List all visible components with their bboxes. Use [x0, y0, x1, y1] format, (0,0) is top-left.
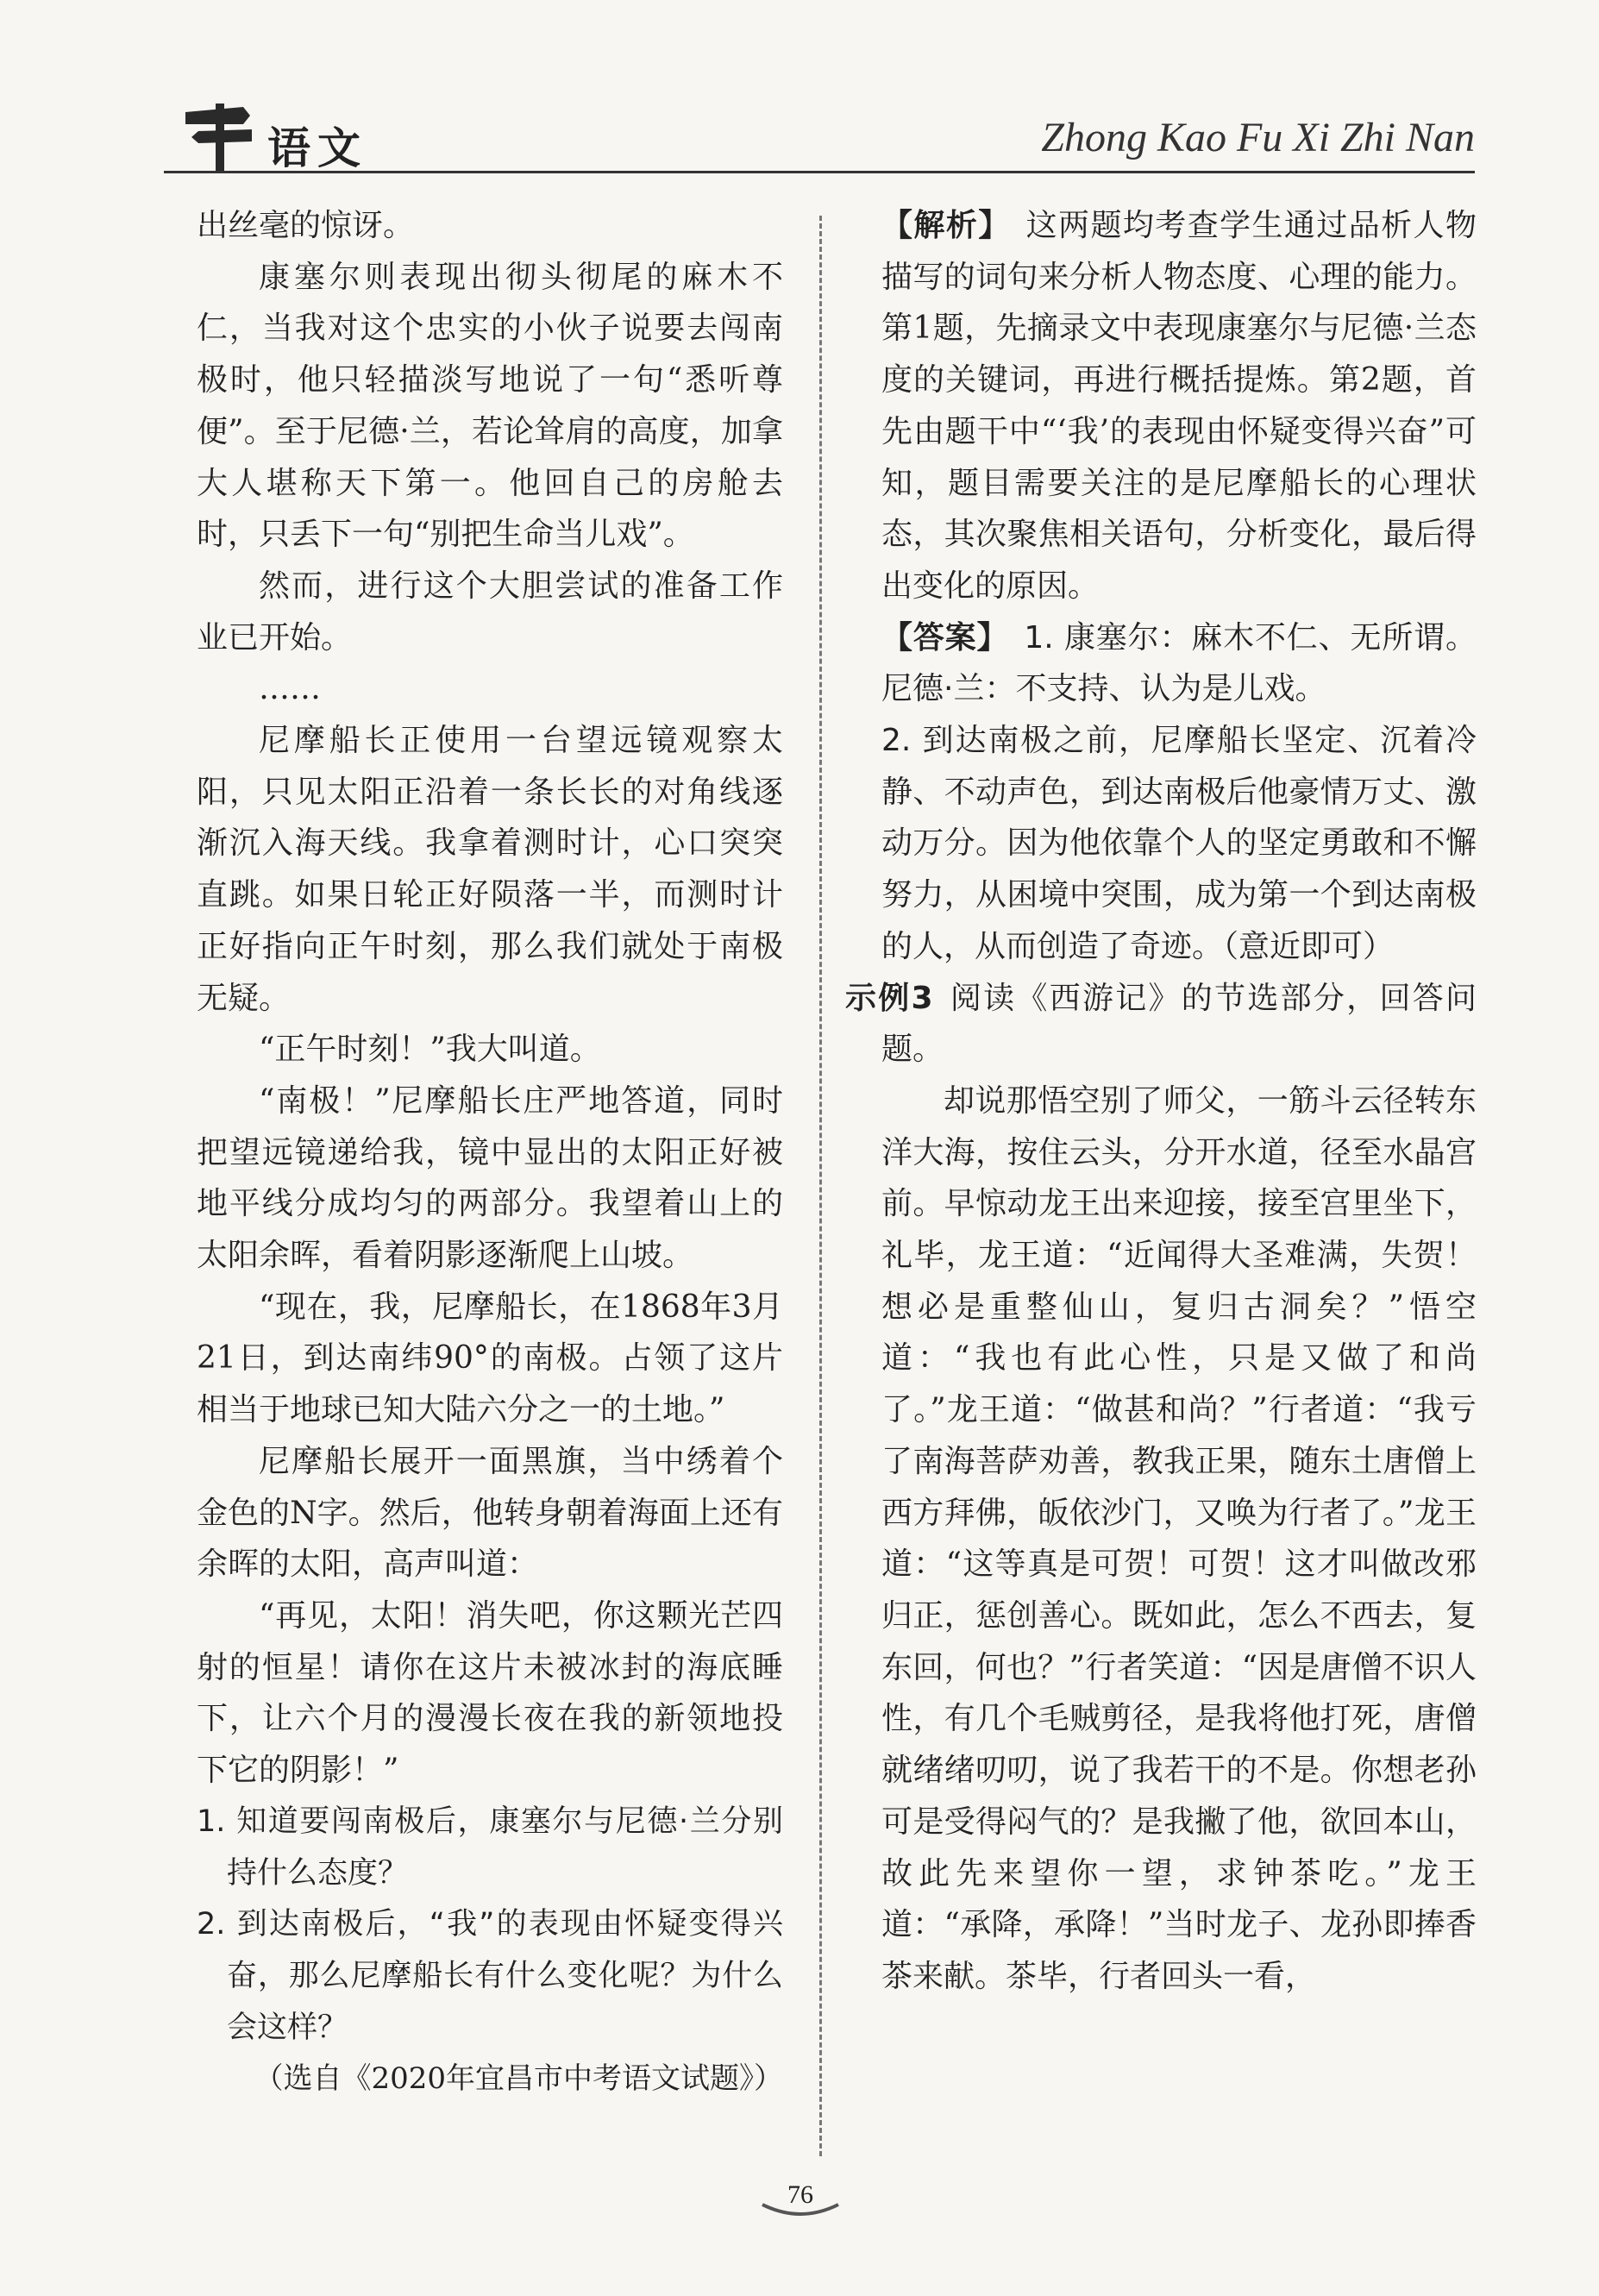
- column-divider: [819, 216, 822, 2156]
- example-label: 示例3: [845, 980, 933, 1016]
- subject-title: 语文: [267, 122, 367, 173]
- paragraph: 然而，进行这个大胆尝试的准备工作业已开始。: [197, 568, 783, 656]
- analysis-block: [881, 200, 1477, 612]
- header-rule: [164, 171, 1475, 173]
- example-block: [845, 973, 1477, 1076]
- page-header: [164, 86, 1475, 181]
- answer-1: 1. 康塞尔：麻木不仁、无所谓。尼德·兰：不支持、认为是儿戏。: [881, 619, 1477, 707]
- analysis-text: 这两题均考查学生通过品析人物描写的词句来分析人物态度、心理的能力。第1题，先摘录文中表现康塞尔与尼德·兰态度的关键词，再进行概括提炼。第2题，首先由题干中“‘我’的表现由怀疑变得兴奋”可知，题目需要关注的是尼摩船长的心理状态，其次聚焦相关语句，分析变化，最后得出变化的原因。: [881, 208, 1477, 604]
- passage: 却说那悟空别了师父，一筋斗云径转东洋大海，按住云头，分开水道，径至水晶宫前。早惊动龙王出来迎接，接至宫里坐下，礼毕，龙王道：“近闻得大圣难满，失贺！想必是重整仙山，复归古洞矣？”悟空道：“我也有此心性，只是又做了和尚了。”龙王道：“做甚和尚？”行者道：“我亏了南海菩萨劝善，教我正果，随东土唐僧上西方拜佛，皈依沙门，又唤为行者了。”龙王道：“这等真是可贺！可贺！这才叫做改邪归正，惩创善心。既如此，怎么不西去，复东回，何也？”行者笑道：“因是唐僧不识人性，有几个毛贼剪径，是我将他打死，唐僧就绪绪叨叨，说了我若干的不是。你想老孙可是受得闷气的？是我撇了他，欲回本山，故此先来望你一望，求钟茶吃。”龙王道：“承降，承降！”当时龙子、龙孙即捧香茶来献。茶毕，行者回头一看，: [881, 1082, 1477, 1994]
- analysis-label: 【解析】: [881, 208, 1011, 243]
- left-column: [197, 200, 783, 2105]
- paragraph: 尼摩船长展开一面黑旗，当中绣着个金色的N字。然后，他转身朝着海面上还有余晖的太阳，高声叫道：: [197, 1443, 783, 1583]
- paragraph: 出丝毫的惊讶。: [197, 208, 415, 243]
- page-number-ornament-icon: [757, 2179, 843, 2218]
- page-number: [757, 2179, 843, 2218]
- question-1: 1. 知道要闯南极后，康塞尔与尼德·兰分别持什么态度？: [197, 1804, 783, 1891]
- paragraph: “正午时刻！”我大叫道。: [259, 1032, 601, 1068]
- paragraph: 尼摩船长正使用一台望远镜观察太阳，只见太阳正沿着一条长长的对角线逐渐沉入海天线。我拿着测时计，心口突突直跳。如果日轮正好陨落一半，而测时计正好指向正午时刻，那么我们就处于南极无疑。: [197, 723, 783, 1016]
- paragraph: “再见，太阳！消失吧，你这颗光芒四射的恒星！请你在这片未被冰封的海底睡下，让六个月的漫漫长夜在我的新领地投下它的阴影！”: [197, 1597, 783, 1789]
- question-2: 2. 到达南极后，“我”的表现由怀疑变得兴奋，那么尼摩船长有什么变化呢？为什么会这样？: [197, 1907, 783, 2045]
- source-citation: （选自《2020年宜昌市中考语文试题》）: [254, 2061, 783, 2097]
- paragraph: 康塞尔则表现出彻头彻尾的麻木不仁，当我对这个忠实的小伙子说要去闯南极时，他只轻描淡写地说了一句“悉听尊便”。至于尼德·兰，若论耸肩的高度，加拿大人堪称天下第一。他回自己的房舱去时，只丢下一句“别把生命当儿戏”。: [197, 259, 783, 553]
- ellipsis: ……: [259, 671, 321, 707]
- paragraph: “南极！”尼摩船长庄严地答道，同时把望远镜递给我，镜中显出的太阳正好被地平线分成均匀的两部分。我望着山上的太阳余晖，看着阴影逐渐爬上山坡。: [197, 1082, 783, 1274]
- answer-label: 【答案】: [881, 619, 1009, 656]
- example-prompt: 阅读《西游记》的节选部分，回答问题。: [881, 980, 1477, 1068]
- series-title: Zhong Kao Fu Xi Zhi Nan: [1041, 115, 1475, 160]
- page-number-text: 76: [787, 2180, 813, 2209]
- answer-block: [881, 612, 1477, 715]
- answer-2: 2. 到达南极之前，尼摩船长坚定、沉着冷静、不动声色，到达南极后他豪情万丈、激动万分。因为他依靠个人的坚定勇敢和不懈努力，从困境中突围，成为第一个到达南极的人，从而创造了奇迹。（意近即可）: [881, 723, 1477, 964]
- right-column: [845, 200, 1477, 2003]
- signpost-icon: [181, 97, 276, 174]
- paragraph: “现在，我，尼摩船长，在1868年3月21日，到达南纬90°的南极。占领了这片相当于地球已知大陆六分之一的土地。”: [197, 1289, 783, 1428]
